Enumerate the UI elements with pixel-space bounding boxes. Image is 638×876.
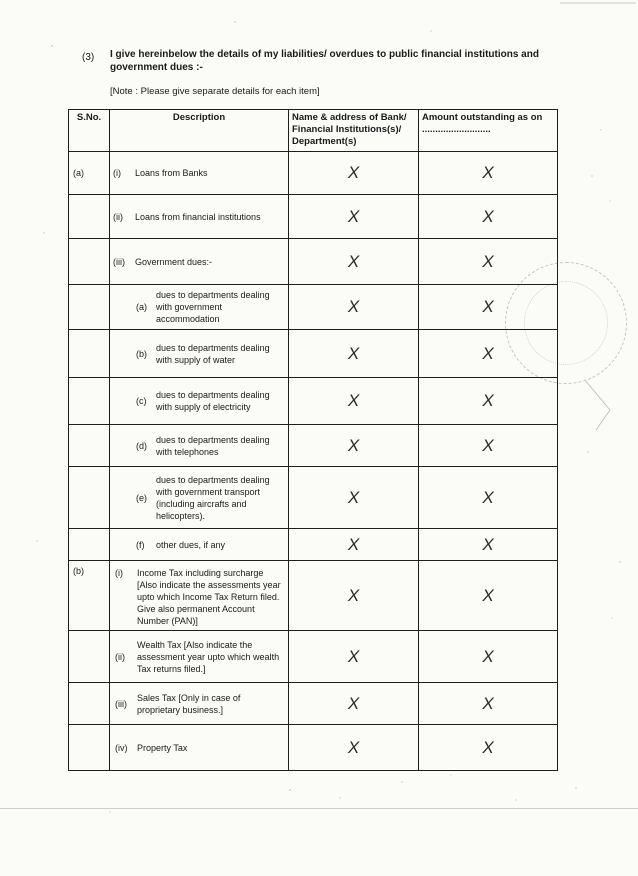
name-cross-mark: X bbox=[289, 529, 419, 561]
table-row bbox=[69, 425, 558, 467]
scan-edge-line bbox=[0, 808, 638, 809]
table-row bbox=[69, 467, 558, 529]
amount-cross-mark: X bbox=[419, 725, 558, 771]
section-number: (3) bbox=[82, 52, 95, 63]
header-description: Description bbox=[110, 110, 289, 152]
amount-cross-mark: X bbox=[419, 467, 558, 529]
table-row bbox=[69, 195, 558, 239]
name-cross-mark: X bbox=[289, 152, 419, 195]
table-row bbox=[69, 239, 558, 285]
name-cross-mark: X bbox=[289, 631, 419, 683]
section-note: [Note : Please give separate details for each item] bbox=[110, 86, 320, 97]
row-roman: (i) bbox=[113, 168, 121, 178]
table-row bbox=[69, 529, 558, 561]
section-intro: I give hereinbelow the details of my liabilities/ overdues to public financial institutions and government dues :- bbox=[110, 49, 539, 73]
row-sno bbox=[69, 683, 110, 725]
table-row bbox=[69, 152, 558, 195]
table-row bbox=[69, 378, 558, 425]
row-roman: (iii) bbox=[115, 698, 127, 709]
amount-cross-mark: X bbox=[419, 378, 558, 425]
row-label: Government dues:- bbox=[135, 256, 213, 267]
row-label: dues to departments dealing with supply of water bbox=[156, 342, 270, 365]
row-roman: (i) bbox=[115, 568, 123, 578]
table-row bbox=[69, 330, 558, 378]
row-subletter: (a) bbox=[136, 302, 147, 312]
name-cross-mark: X bbox=[289, 725, 419, 771]
table-row bbox=[69, 683, 558, 725]
row-roman: (iv) bbox=[115, 742, 128, 753]
row-sno bbox=[69, 631, 110, 683]
amount-cross-mark: X bbox=[419, 561, 558, 631]
row-sno bbox=[69, 330, 110, 378]
name-cross-mark: X bbox=[289, 683, 419, 725]
table-row bbox=[69, 561, 558, 631]
liabilities-table bbox=[68, 109, 558, 771]
row-subletter: (c) bbox=[136, 396, 147, 406]
row-sno bbox=[69, 285, 110, 330]
row-label: Income Tax including surcharge [Also indicate the assessments year upto which Income Tax Return filed. Give also permanent Account Number (PAN)] bbox=[137, 568, 281, 626]
row-label: dues to departments dealing with government transport (including aircrafts and helicopters). bbox=[156, 474, 270, 521]
name-cross-mark: X bbox=[289, 425, 419, 467]
header-name-address: Name & address of Bank/ Financial Institutions(s)/ Department(s) bbox=[289, 110, 419, 152]
row-label: Property Tax bbox=[137, 742, 188, 753]
row-sno bbox=[69, 239, 110, 285]
amount-cross-mark: X bbox=[419, 529, 558, 561]
amount-cross-mark: X bbox=[419, 195, 558, 239]
row-roman: (iii) bbox=[113, 256, 125, 267]
amount-cross-mark: X bbox=[419, 683, 558, 725]
row-label: dues to departments dealing with telephones bbox=[156, 434, 270, 457]
row-subletter: (b) bbox=[136, 348, 147, 359]
row-sno bbox=[69, 467, 110, 529]
amount-cross-mark: X bbox=[419, 152, 558, 195]
row-sno bbox=[69, 529, 110, 561]
amount-cross-mark: X bbox=[419, 239, 558, 285]
row-label: dues to departments dealing with government accommodation bbox=[156, 290, 270, 324]
name-cross-mark: X bbox=[289, 239, 419, 285]
header-amount: Amount outstanding as on .......................... bbox=[419, 110, 558, 152]
row-label: Loans from financial institutions bbox=[135, 211, 261, 222]
name-cross-mark: X bbox=[289, 285, 419, 330]
table-row bbox=[69, 631, 558, 683]
table-row bbox=[69, 285, 558, 330]
row-label: Loans from Banks bbox=[135, 168, 208, 178]
table-row bbox=[69, 725, 558, 771]
row-label: Wealth Tax [Also indicate the assessment year upto which wealth Tax returns filed.] bbox=[137, 639, 280, 674]
name-cross-mark: X bbox=[289, 378, 419, 425]
row-subletter: (e) bbox=[136, 492, 147, 503]
amount-cross-mark: X bbox=[419, 425, 558, 467]
amount-cross-mark: X bbox=[419, 285, 558, 330]
name-cross-mark: X bbox=[289, 467, 419, 529]
row-subletter: (f) bbox=[136, 539, 145, 550]
name-cross-mark: X bbox=[289, 561, 419, 631]
row-sno: (a) bbox=[69, 152, 110, 195]
row-subletter: (d) bbox=[136, 440, 147, 451]
row-roman: (ii) bbox=[113, 211, 123, 222]
row-sno bbox=[69, 378, 110, 425]
row-sno: (b) bbox=[69, 561, 110, 631]
name-cross-mark: X bbox=[289, 330, 419, 378]
header-sno: S.No. bbox=[69, 110, 110, 152]
row-label: Sales Tax [Only in case of proprietary business.] bbox=[137, 692, 241, 715]
row-roman: (ii) bbox=[115, 651, 125, 662]
row-sno bbox=[69, 725, 110, 771]
row-label: other dues, if any bbox=[156, 539, 226, 550]
table-header-row bbox=[69, 110, 558, 152]
amount-cross-mark: X bbox=[419, 631, 558, 683]
row-sno bbox=[69, 195, 110, 239]
amount-cross-mark: X bbox=[419, 330, 558, 378]
row-label: dues to departments dealing with supply of electricity bbox=[156, 390, 270, 412]
name-cross-mark: X bbox=[289, 195, 419, 239]
row-sno bbox=[69, 425, 110, 467]
